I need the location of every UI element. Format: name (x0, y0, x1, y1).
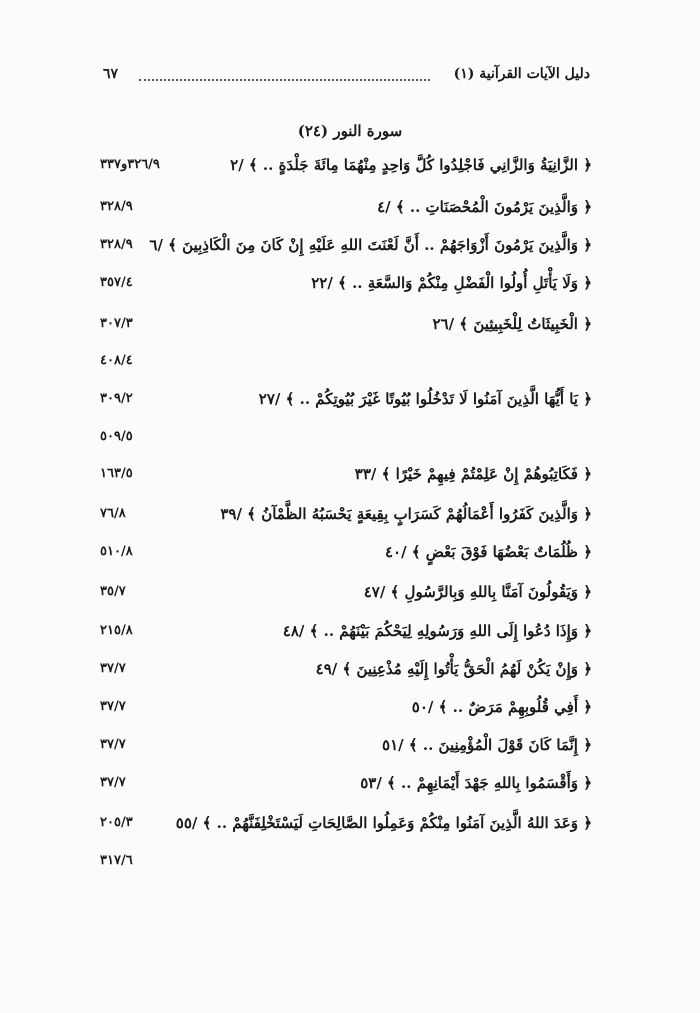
verse-text: ﴿ إِنَّمَا كَانَ قَوْلَ الْمُؤْمِنِينَ .. ﴾ /٥١ (382, 736, 592, 754)
surah-title: سورة النور (٢٤) (297, 122, 403, 140)
index-row (100, 692, 592, 722)
verse-text: ﴿ فَكَاتِبُوهُمْ إِنْ عَلِمْتُمْ فِيهِمْ خَيْرًا ﴾ /٣٣ (354, 465, 592, 483)
verse-text: ﴿ وَالَّذِينَ يَرْمُونَ الْمُحْصَنَاتِ .. ﴾ /٤ (377, 198, 592, 216)
index-row (100, 384, 592, 414)
reference: ٣٥/٧ (100, 584, 126, 599)
reference: ٥٠٩/٥ (100, 429, 133, 444)
index-row (100, 730, 592, 760)
reference: ٣٧/٧ (100, 699, 126, 714)
index-row (100, 192, 592, 222)
index-row (100, 309, 592, 339)
reference: ٣٧/٧ (100, 737, 126, 752)
index-row (100, 459, 592, 489)
index-row (100, 808, 592, 838)
reference: ٣١٧/٦ (100, 853, 133, 868)
index-row (100, 654, 592, 684)
verse-text: ﴿ وَالَّذِينَ كَفَرُوا أَعْمَالُهُمْ كَسَرَابٍ بِقِيعَةٍ يَحْسَبُهُ الظَّمْآنُ ﴾ /٣٩ (220, 505, 592, 523)
reference: ٢١٥/٨ (100, 623, 133, 638)
verse-text: ﴿ أَفِي قُلُوبِهِمْ مَرَضٌ .. ﴾ /٥٠ (411, 698, 592, 716)
verse-text: ﴿ الْخَبِيثَاتُ لِلْخَبِيثِينَ ﴾ /٢٦ (432, 315, 592, 333)
reference: ٤٠٨/٤ (100, 353, 133, 368)
reference: ٣٥٧/٤ (100, 275, 133, 290)
verse-text: ﴿ وَالَّذِينَ يَرْمُونَ أَزْوَاجَهُمْ .. أَنَّ لَعْنَتَ اللهِ عَلَيْهِ إِنْ كَانَ مِنَ الْكَاذِبِينَ ﴾ /٦ (149, 236, 592, 254)
reference: ٧٦/٨ (100, 506, 126, 521)
index-row (100, 577, 592, 607)
reference: ٣٠٧/٣ (100, 316, 133, 331)
reference: ٥١٠/٨ (100, 544, 133, 559)
verse-text: ﴿ وَإِذَا دُعُوا إِلَى اللهِ وَرَسُولِهِ لِيَحْكُمَ بَيْنَهُمْ .. ﴾ /٤٨ (282, 622, 592, 640)
header-dot-leader (139, 79, 430, 81)
page-number: ٦٧ (103, 66, 119, 82)
index-row (100, 616, 592, 646)
index-row (100, 422, 592, 452)
verse-text: ﴿ ظُلُمَاتٌ بَعْضُهَا فَوْقَ بَعْضٍ ﴾ /٤٠ (384, 543, 592, 561)
verse-text: ﴿ وَلَا يَأْتَلِ أُولُوا الْفَضْلِ مِنْكُمْ وَالسَّعَةِ .. ﴾ /٢٢ (311, 274, 592, 292)
index-row (100, 499, 592, 529)
index-row (100, 537, 592, 567)
header-title: دليل الآيات القرآنية (١) (450, 66, 590, 82)
reference: ٣٢٨/٩ (100, 199, 133, 214)
reference: ٣٢٦/٩و٣٣٧ (100, 157, 160, 172)
verse-text: ﴿ وَعَدَ اللهُ الَّذِينَ آمَنُوا مِنْكُمْ وَعَمِلُوا الصَّالِحَاتِ لَيَسْتَخْلِفَنَّهُمْ .. ﴾ /٥٥ (175, 814, 592, 832)
index-row (100, 846, 592, 876)
index-row (100, 150, 592, 180)
index-row (100, 768, 592, 798)
verse-text: ﴿ وَإِنْ يَكُنْ لَهُمُ الْحَقُّ يَأْتُوا إِلَيْهِ مُذْعِنِينَ ﴾ /٤٩ (315, 660, 592, 678)
index-row (100, 346, 592, 376)
running-header (103, 66, 590, 92)
verse-text: ﴿ الزَّانِيَةُ وَالزَّانِي فَاجْلِدُوا كُلَّ وَاحِدٍ مِنْهُمَا مِائَةَ جَلْدَةٍ .. ﴾ /٢ (230, 156, 592, 174)
reference: ٣٠٩/٢ (100, 391, 133, 406)
reference: ٣٧/٧ (100, 661, 126, 676)
reference: ٣٢٨/٩ (100, 237, 133, 252)
verse-text: ﴿ وَيَقُولُونَ آمَنَّا بِاللهِ وَبِالرَّسُولِ ﴾ /٤٧ (363, 583, 592, 601)
verse-text: ﴿ وَأَقْسَمُوا بِاللهِ جَهْدَ أَيْمَانِهِمْ .. ﴾ /٥٣ (360, 774, 592, 792)
reference: ٣٧/٧ (100, 775, 126, 790)
index-row (100, 230, 592, 260)
reference: ٢٠٥/٣ (100, 815, 133, 830)
reference: ١٦٣/٥ (100, 466, 133, 481)
verse-text: ﴿ يَا أَيُّهَا الَّذِينَ آمَنُوا لَا تَدْخُلُوا بُيُوتًا غَيْرَ بُيُوتِكُمْ .. ﴾ /٢٧ (258, 390, 592, 408)
index-row (100, 268, 592, 298)
